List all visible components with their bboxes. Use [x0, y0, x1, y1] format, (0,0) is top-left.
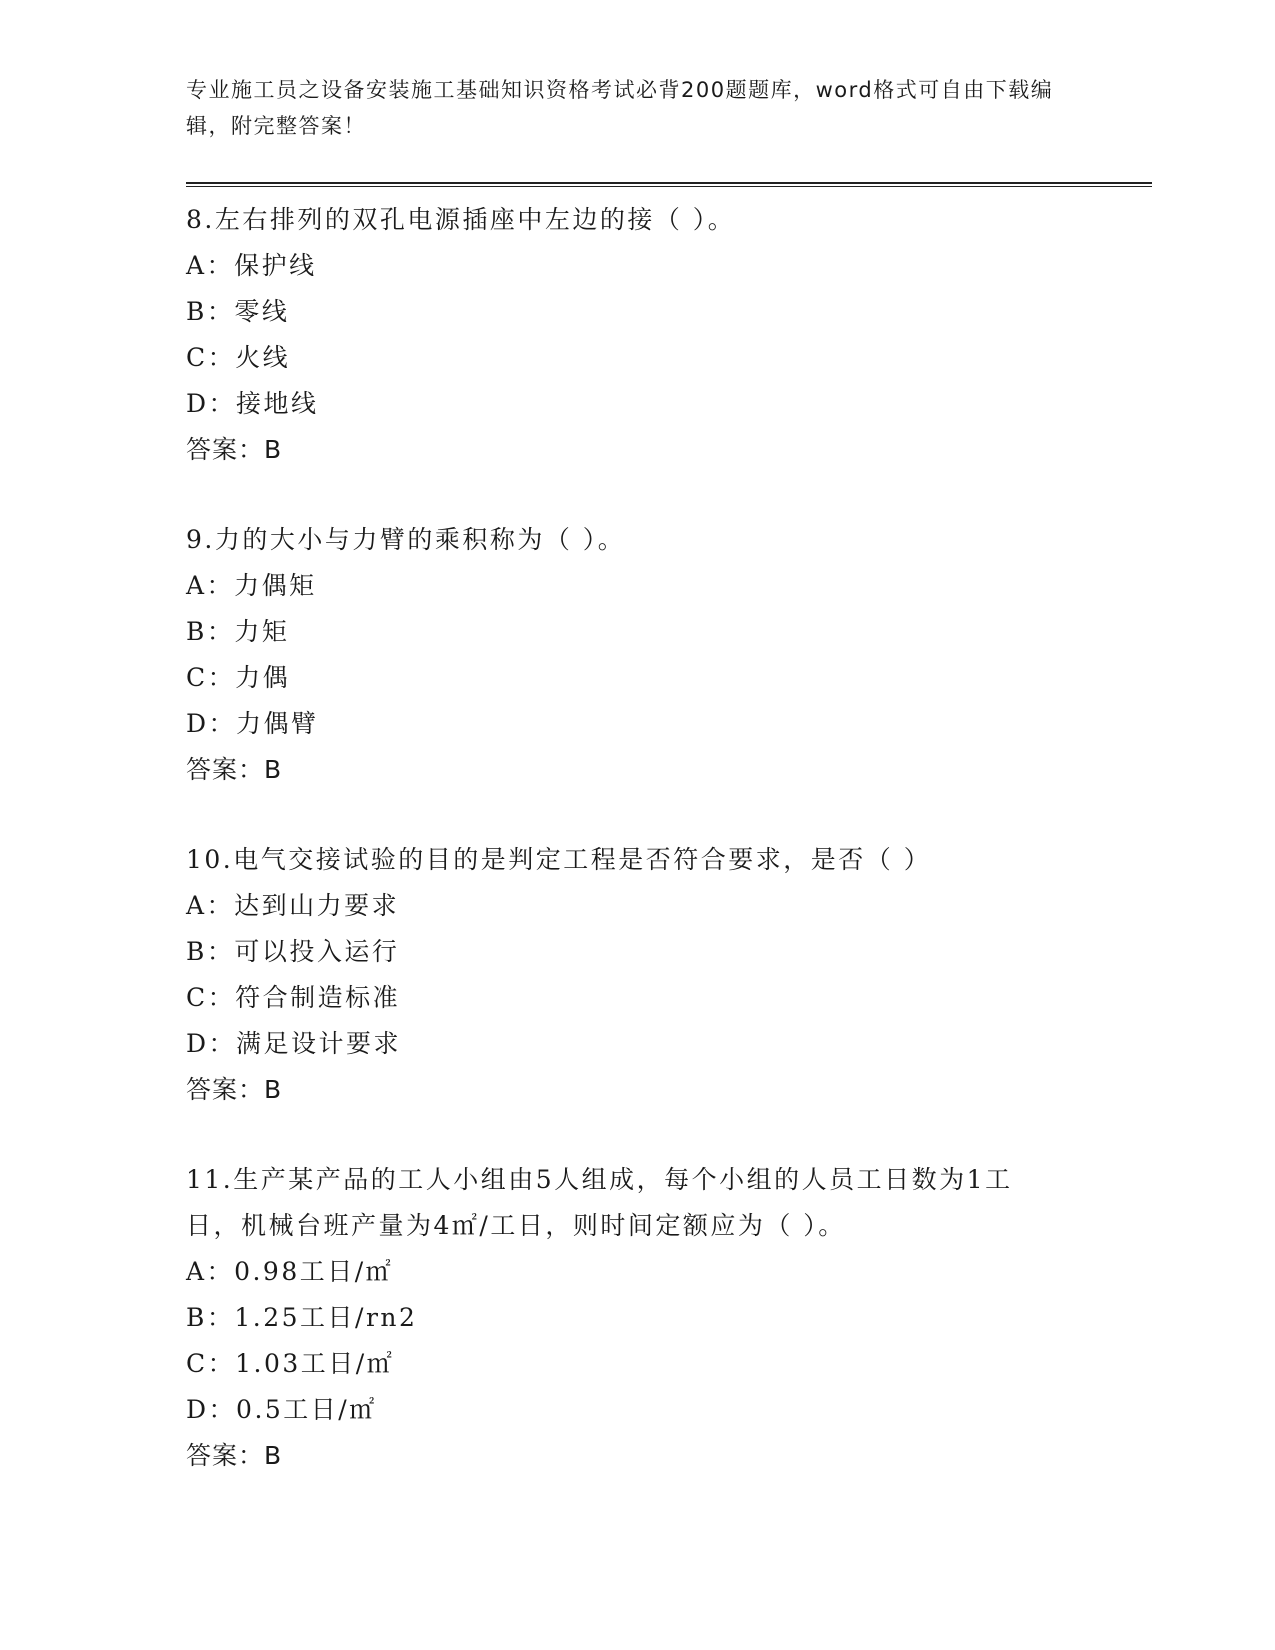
- option-text: 可以投入运行: [234, 937, 400, 966]
- option-key: D：: [186, 1395, 237, 1424]
- option-d: [186, 1387, 1152, 1433]
- option-c: [186, 655, 1152, 701]
- option-c: [186, 975, 1152, 1021]
- option-b: [186, 289, 1152, 335]
- option-text: 1.03工日/㎡: [235, 1349, 395, 1378]
- option-text: 力矩: [234, 617, 290, 646]
- option-key: D：: [186, 709, 237, 738]
- option-a: [186, 243, 1152, 289]
- document-page: [186, 72, 1152, 1479]
- option-text: 1.25工日/rn2: [234, 1303, 418, 1332]
- option-text: 达到山力要求: [234, 891, 400, 920]
- answer-line: 答案：B: [186, 1075, 283, 1104]
- option-c: [186, 335, 1152, 381]
- answer-line: 答案：B: [186, 1441, 283, 1470]
- answer-line: 答案：B: [186, 755, 283, 784]
- option-a: [186, 883, 1152, 929]
- option-text: 力偶臂: [236, 709, 319, 738]
- question-9: [186, 517, 1152, 793]
- option-d: [186, 381, 1152, 427]
- option-key: B：: [186, 937, 235, 966]
- question-8: [186, 197, 1152, 473]
- option-key: B：: [186, 617, 235, 646]
- option-text: 火线: [235, 343, 291, 372]
- document-intro: 专业施工员之设备安装施工基础知识资格考试必背200题题库，word格式可自由下载编辑，附完整答案！: [186, 78, 1054, 138]
- question-stem: 11.生产某产品的工人小组由5人组成，每个小组的人员工日数为1工日，机械台班产量为4㎡/工日，则时间定额应为（ ）。: [186, 1165, 1013, 1240]
- option-c: [186, 1341, 1152, 1387]
- option-text: 零线: [234, 297, 290, 326]
- question-stem: 10.电气交接试验的目的是判定工程是否符合要求，是否（ ）: [186, 845, 932, 874]
- option-text: 接地线: [236, 389, 319, 418]
- option-a: [186, 1249, 1152, 1295]
- option-key: C：: [186, 1349, 236, 1378]
- option-text: 0.98工日/㎡: [234, 1257, 394, 1286]
- option-text: 符合制造标准: [235, 983, 401, 1012]
- option-key: A：: [186, 891, 235, 920]
- option-d: [186, 1021, 1152, 1067]
- option-key: D：: [186, 389, 237, 418]
- header-divider: [186, 182, 1152, 187]
- option-key: C：: [186, 343, 236, 372]
- option-b: [186, 1295, 1152, 1341]
- option-key: B：: [186, 1303, 235, 1332]
- question-10: [186, 837, 1152, 1113]
- option-key: A：: [186, 571, 235, 600]
- option-b: [186, 609, 1152, 655]
- question-stem: 8.左右排列的双孔电源插座中左边的接（ ）。: [186, 205, 736, 234]
- option-key: A：: [186, 251, 235, 280]
- option-text: 力偶: [235, 663, 291, 692]
- option-text: 满足设计要求: [236, 1029, 402, 1058]
- option-text: 保护线: [234, 251, 317, 280]
- option-key: A：: [186, 1257, 235, 1286]
- option-key: C：: [186, 983, 236, 1012]
- question-11: [186, 1157, 1152, 1479]
- option-text: 力偶矩: [234, 571, 317, 600]
- option-d: [186, 701, 1152, 747]
- option-b: [186, 929, 1152, 975]
- option-a: [186, 563, 1152, 609]
- answer-line: 答案：B: [186, 435, 283, 464]
- option-key: C：: [186, 663, 236, 692]
- question-stem: 9.力的大小与力臂的乘积称为（ ）。: [186, 525, 626, 554]
- option-text: 0.5工日/㎡: [236, 1395, 377, 1424]
- option-key: D：: [186, 1029, 237, 1058]
- option-key: B：: [186, 297, 235, 326]
